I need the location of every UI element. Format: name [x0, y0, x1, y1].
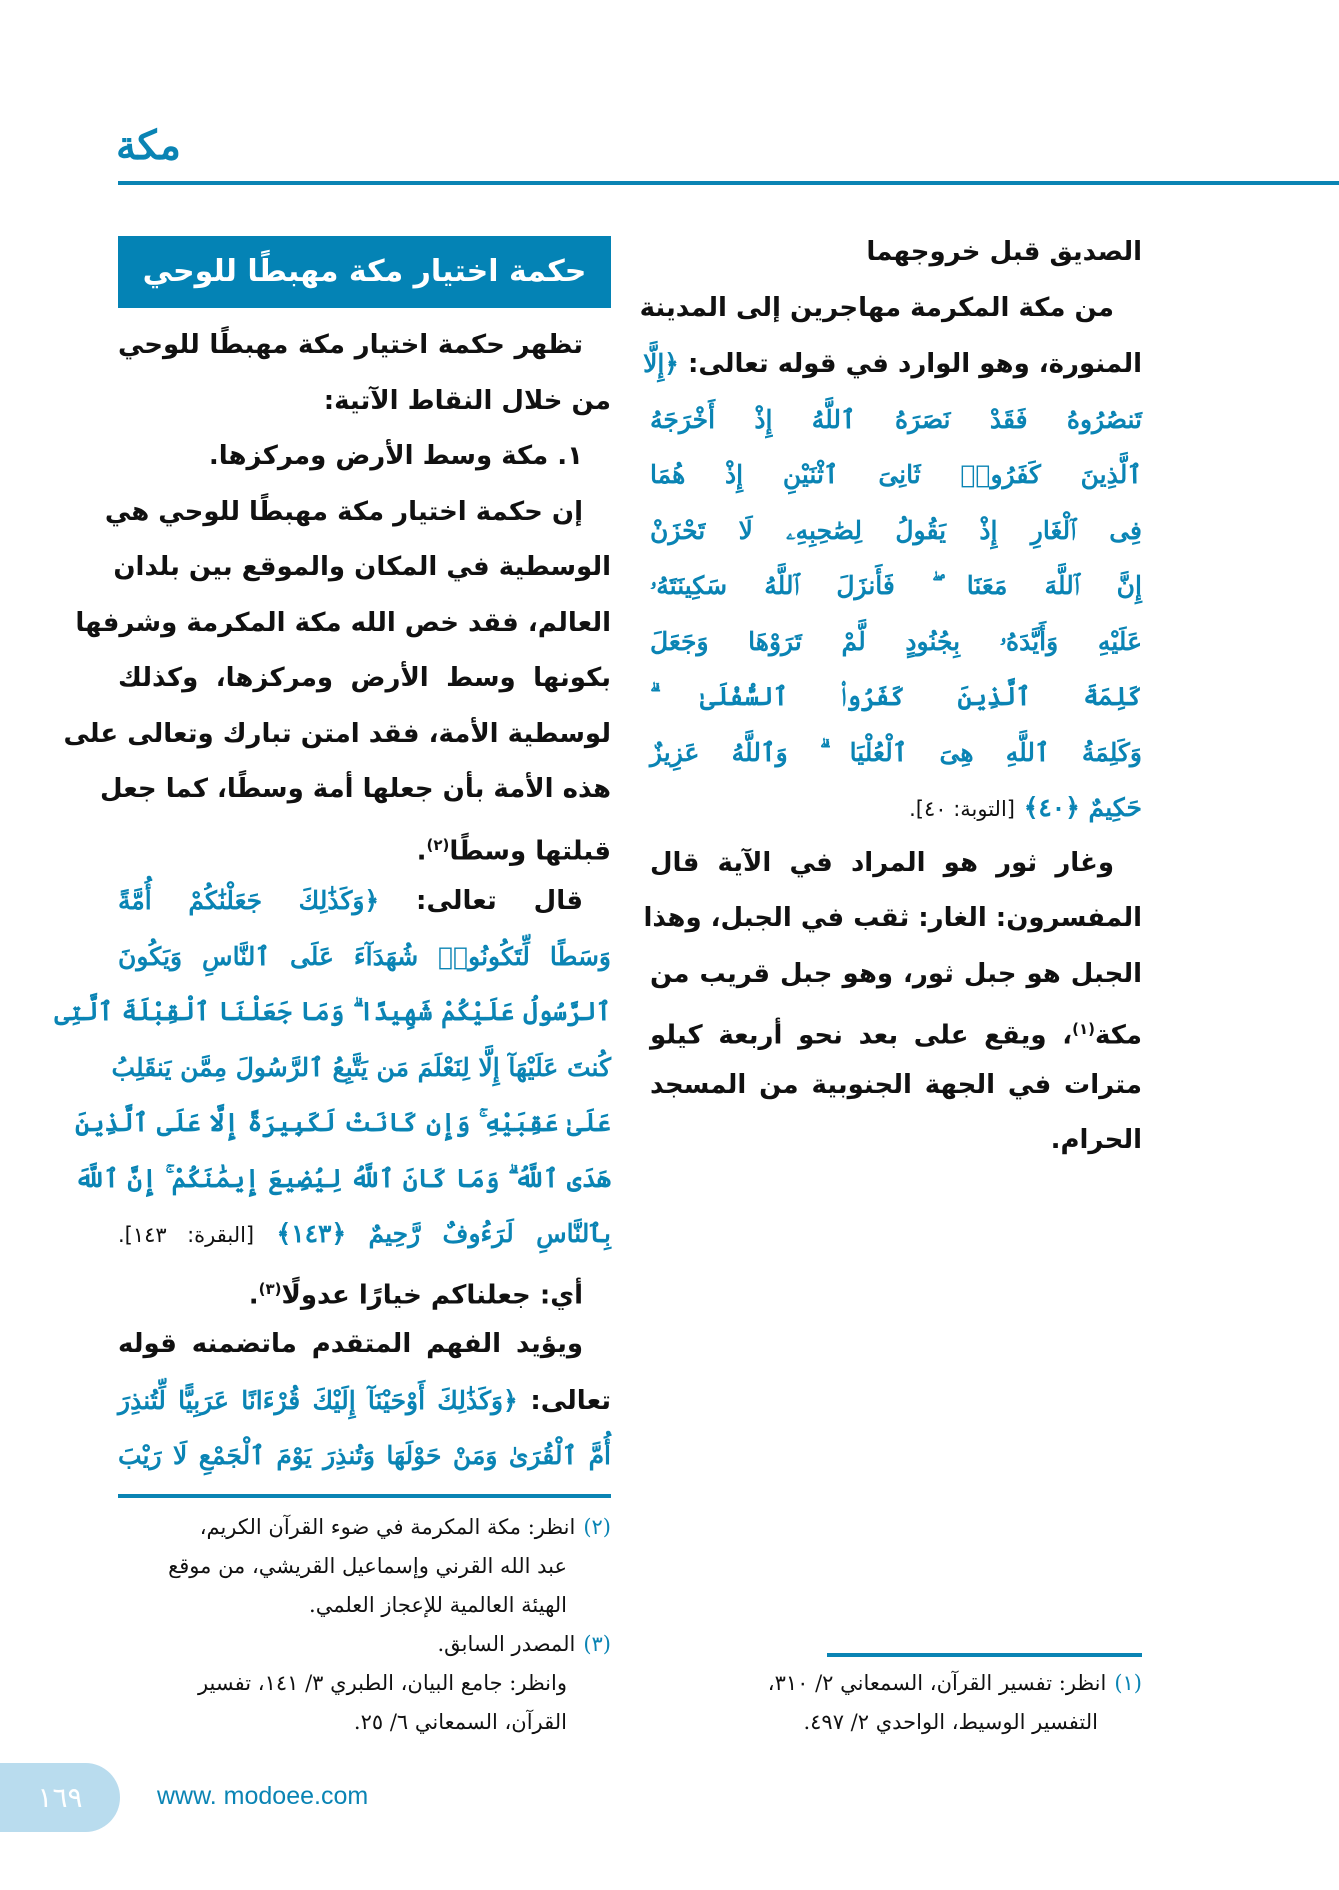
right-column — [639, 225, 1142, 1205]
text-line — [118, 651, 611, 706]
text-line — [111, 1040, 611, 1095]
text-line — [650, 1002, 1142, 1057]
quran-verse: وَسَطًا لِّتَكُونُوا۟ شُهَدَآءَ عَلَى ٱلنَّاسِ وَيَكُونَ — [118, 941, 611, 971]
body-text: مكة — [1095, 1020, 1142, 1051]
footnote-line — [118, 1664, 611, 1703]
footnote-text: القرآن، السمعاني ٦/ ٢٥. — [353, 1710, 567, 1734]
text-line — [118, 929, 611, 984]
text-line — [118, 1262, 611, 1317]
footnote-rule-left — [118, 1494, 611, 1498]
quran-verse: أُمَّ ٱلْقُرَىٰ وَمَنْ حَوْلَهَا وَتُنذِرَ يَوْمَ ٱلْجَمْعِ لَا رَيْبَ — [118, 1441, 611, 1470]
body-text: وغار ثور هو المراد في الآية قال — [650, 847, 1114, 878]
text-line — [118, 1428, 611, 1483]
body-text: قبلتها وسطًا — [449, 836, 611, 867]
quran-verse: ٱلَّذِينَ كَفَرُوا۟ ثَانِىَ ٱثْنَيْنِ إِذْ هُمَا — [650, 460, 1142, 489]
body-text: . — [416, 836, 427, 867]
text-line — [118, 1317, 611, 1372]
footnote-line — [118, 1547, 611, 1586]
body-text: الصديق قبل خروجهما — [866, 237, 1142, 267]
quran-verse: وَكَلِمَةُ ٱللَّهِ هِىَ ٱلْعُلْيَا ۗ وَٱللَّهُ عَزِيزٌ — [650, 737, 1142, 767]
text-line — [650, 669, 1142, 724]
quran-verse: عَلَيْهِ وَأَيَّدَهُۥ بِجُنُودٍ لَّمْ تَرَوْهَا وَجَعَلَ — [650, 626, 1142, 656]
footnote-text: انظر: مكة المكرمة في ضوء القرآن الكريم، — [199, 1515, 576, 1539]
footnotes-left — [118, 1508, 611, 1742]
footnote-line — [118, 1703, 611, 1742]
text-line — [118, 873, 611, 928]
footnote-number: (٣) — [583, 1632, 611, 1656]
footnote-number: (٢) — [583, 1515, 611, 1539]
footnotes-right — [650, 1664, 1142, 1742]
quran-verse: كَلِمَةَ ٱلَّذِينَ كَفَرُوا۟ ٱلسُّفْلَىٰ ۗ — [650, 682, 1142, 711]
text-line — [650, 614, 1142, 669]
text-line — [118, 1206, 611, 1261]
footnote-number: (١) — [1114, 1671, 1142, 1695]
footnote-rule-right — [827, 1653, 1142, 1657]
footnote-line — [118, 1508, 611, 1547]
body-text: مترات في الجهة الجنوبية من المسجد — [650, 1069, 1142, 1100]
body-text: أي: جعلناكم خيارًا عدولًا — [281, 1280, 583, 1311]
quran-verse: ٱلرَّسُولُ عَلَيْكُمْ شَهِيدًا ۗ وَمَا جَعَلْنَا ٱلْقِبْلَةَ ٱلَّتِى — [54, 997, 611, 1026]
header-rule — [118, 181, 1339, 185]
body-text: تظهر حكمة اختيار مكة مهبطًا للوحي — [118, 330, 583, 360]
page-number: ١٦٩ — [0, 1763, 120, 1832]
body-text: الحرام. — [1050, 1125, 1142, 1155]
footnote-text: الهيئة العالمية للإعجاز العلمي. — [309, 1593, 567, 1617]
text-line — [118, 1373, 611, 1428]
quran-verse: كُنتَ عَلَيْهَآ إِلَّا لِنَعْلَمَ مَن يَتَّبِعُ ٱلرَّسُولَ مِمَّن يَنقَلِبُ — [111, 1052, 611, 1082]
body-text: بكونها وسط الأرض ومركزها، وكذلك — [118, 663, 611, 693]
quran-verse: ﴿وَكَذَٰلِكَ أَوْحَيْنَآ إِلَيْكَ قُرْءَانًا عَرَبِيًّا لِّتُنذِرَ — [118, 1385, 518, 1415]
footnote — [118, 1508, 611, 1625]
verse-reference: [التوبة: ٤٠]. — [909, 797, 1015, 821]
quran-verse: ﴿وَكَذَٰلِكَ جَعَلْنَٰكُمْ أُمَّةً — [118, 886, 380, 915]
text-line — [650, 1058, 1142, 1113]
text-line — [650, 1113, 1142, 1168]
quran-verse: تَنصُرُوهُ فَقَدْ نَصَرَهُ ٱللَّهُ إِذْ أَخْرَجَهُ — [650, 404, 1142, 434]
text-line — [118, 318, 611, 373]
quran-verse: ﴿إِلَّا — [643, 349, 679, 378]
body-text: ويؤيد الفهم المتقدم ماتضمنه قوله — [118, 1329, 583, 1359]
body-text: لوسطية الأمة، فقد امتن تبارك وتعالى على — [63, 718, 611, 749]
text-line — [650, 392, 1142, 447]
quran-verse: فِى ٱلْغَارِ إِذْ يَقُولُ لِصَٰحِبِهِۦ لَا تَحْزَنْ — [650, 515, 1142, 545]
footnote-text: انظر: تفسير القرآن، السمعاني ٢/ ٣١٠، — [767, 1671, 1107, 1695]
quran-verse: عَلَىٰ عَقِبَيْهِ ۚ وَإِن كَانَتْ لَكَبِيرَةً إِلَّا عَلَى ٱلَّذِينَ — [75, 1108, 611, 1137]
body-text: قال تعالى: — [379, 886, 583, 916]
text-line — [650, 558, 1142, 613]
quran-verse: إِنَّ ٱللَّهَ مَعَنَا ۖ فَأَنزَلَ ٱللَّهُ سَكِينَتَهُۥ — [650, 571, 1142, 600]
quran-verse: حَكِيمٌ ﴿٤٠﴾ — [1014, 793, 1142, 822]
footnote-text: التفسير الوسيط، الواحدي ٢/ ٤٩٧. — [803, 1710, 1098, 1734]
logo: مكة — [116, 122, 181, 169]
text-line — [643, 336, 1142, 391]
text-line — [650, 947, 1142, 1002]
footnote — [650, 1664, 1142, 1742]
section-title: حكمة اختيار مكة مهبطًا للوحي — [118, 236, 611, 308]
text-line — [75, 1095, 611, 1150]
verse-reference: [البقرة: ١٤٣]. — [118, 1223, 255, 1247]
footnote-marker: (٣) — [258, 1279, 282, 1298]
footnote-marker: (١) — [1072, 1020, 1095, 1038]
body-text: العالم، فقد خص الله مكة المكرمة وشرفها — [75, 607, 611, 638]
text-line — [650, 447, 1142, 502]
body-text: هذه الأمة بأن جعلها أمة وسطًا، كما جعل — [100, 774, 611, 804]
text-line — [54, 984, 611, 1039]
text-line — [104, 485, 611, 540]
footnote-text: عبد الله القرني وإسماعيل القريشي، من موقع — [168, 1554, 567, 1578]
text-line — [650, 780, 1142, 835]
footnote-marker: (٢) — [426, 835, 450, 854]
body-text: الوسطية في المكان والموقع بين بلدان — [113, 552, 611, 582]
text-line — [650, 503, 1142, 558]
text-line — [650, 225, 1142, 280]
body-text: المنورة، وهو الوارد في قوله تعالى: — [678, 349, 1142, 379]
text-line — [75, 596, 611, 651]
left-column — [54, 318, 612, 1470]
body-text: تعالى: — [517, 1385, 612, 1416]
text-line — [74, 1151, 611, 1206]
body-text: من مكة المكرمة مهاجرين إلى المدينة — [639, 292, 1114, 323]
footnote-text: وانظر: جامع البيان، الطبري ٣/ ١٤١، تفسير — [197, 1671, 567, 1695]
body-text: الجبل هو جبل ثور، وهو جبل قريب من — [650, 958, 1142, 989]
body-text: المفسرون: الغار: ثقب في الجبل، وهذا — [643, 903, 1142, 933]
website-url: www. modoee.com — [157, 1782, 369, 1810]
text-line — [118, 818, 611, 873]
text-line — [63, 707, 611, 762]
footnote-line — [650, 1703, 1142, 1742]
footnote-line — [650, 1664, 1142, 1703]
footnote-line — [118, 1586, 611, 1625]
footnote-line — [118, 1625, 611, 1664]
text-line — [650, 725, 1142, 780]
text-line — [118, 374, 611, 429]
text-line — [118, 429, 611, 484]
quran-verse: هَدَى ٱللَّهُ ۗ وَمَا كَانَ ٱللَّهُ لِيُضِيعَ إِيمَٰنَكُمْ ۚ إِنَّ ٱللَّهَ — [74, 1163, 611, 1193]
body-text: . — [248, 1280, 259, 1311]
body-text: ، ويقع على بعد نحو أربعة كيلو — [650, 1020, 1073, 1051]
text-line — [643, 891, 1142, 946]
body-text: ١. مكة وسط الأرض ومركزها. — [208, 441, 583, 471]
text-line — [100, 762, 611, 817]
text-line — [639, 281, 1142, 336]
body-text: إن حكمة اختيار مكة مهبطًا للوحي هي — [104, 496, 583, 527]
text-line — [650, 836, 1142, 891]
footnote — [118, 1625, 611, 1742]
footnote-text: المصدر السابق. — [437, 1632, 576, 1656]
body-text: من خلال النقاط الآتية: — [323, 385, 611, 416]
text-line — [113, 540, 611, 595]
quran-verse: بِٱلنَّاسِ لَرَءُوفٌ رَّحِيمٌ ﴿١٤٣﴾ — [254, 1219, 611, 1248]
